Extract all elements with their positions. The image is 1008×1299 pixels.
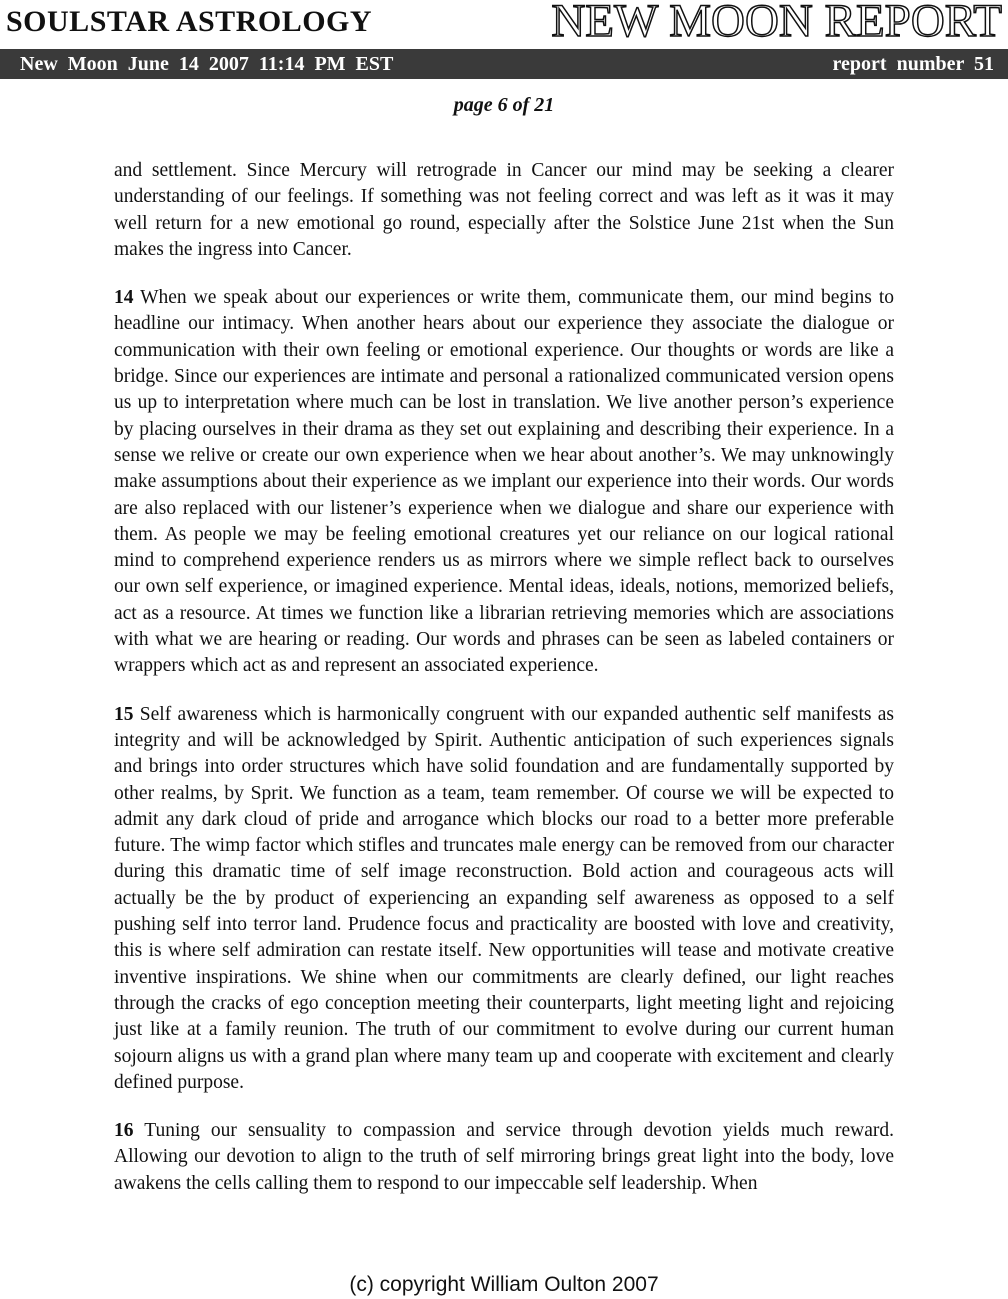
page-indicator: page 6 of 21: [453, 94, 555, 116]
paragraph-text: and settlement. Since Mercury will retrograde in Cancer our mind may be seeking a clearer understanding of our feelings. If something was not feeling correct and was left as it was it may well return for a new emotional go round, especially after the Solstice June 21st when the Sun makes the ingress into Cancer.: [114, 160, 894, 260]
paragraph-text: Self awareness which is harmonically congruent with our expanded authentic self manifests as integrity and will be acknowledged by Spirit. Authentic anticipation of such experiences signals and brings into order structures which have solid foundation and are fundamentally supported by other realms, by Sprit. We function as a team, team remember. Of course we will be expected to admit any dark cloud of pride and arrogance which blocks our road to a better more preferable future. The wimp factor which stifles and truncates male energy can be removed from our character during this dramatic time of self image reconstruction. Bold action and courageous acts will actually be the by product of experiencing an expanding self awareness as opposed to a self pushing self into terror land. Prudence focus and practicality are boosted with love and creativity, this is where self admiration can restate itself. New opportunities will tease and motivate creative inventive inspirations. We shine when our commitments are clearly defined, our light reaches through the cracks of ego conception meeting their counterparts, light meeting light and rejoicing just like at a family reunion. The truth of our commitment to evolve during our current human sojourn aligns us with a grand plan where many team up and cooperate with excitement and clearly defined purpose.: [114, 703, 895, 1093]
paragraph-continuation: [114, 158, 894, 263]
event-date: New Moon June 14 2007 11:14 PM EST: [20, 53, 394, 75]
report-number: report number 51: [832, 53, 994, 75]
header-band: [0, 49, 1008, 79]
paragraph-14: [114, 285, 894, 679]
paragraph-16: [114, 1118, 894, 1197]
brand-name: SOULSTAR ASTROLOGY: [6, 5, 373, 38]
report-title: NEW MOON REPORT: [551, 0, 1002, 47]
document-body: [114, 158, 894, 1219]
copyright-footer: (c) copyright William Oulton 2007: [349, 1273, 659, 1296]
paragraph-number: 14: [114, 287, 134, 309]
paragraph-text: Tuning our sensuality to compassion and service through devotion yields much reward. Allowing our devotion to align to the truth of self mirroring brings great light into the body, love awakens the cells calling them to respond to our impeccable self leadership. When: [114, 1120, 894, 1194]
paragraph-number: 15: [114, 703, 134, 725]
paragraph-text: When we speak about our experiences or write them, communicate them, our mind begins to headline our intimacy. When another hears about our experience they associate the dialogue or communication with their own feeling or emotional experience. Our thoughts or words are like a bridge. Since our experiences are intimate and personal a rationalized communicated version opens us up to interpretation where much can be lost in translation. We live another person’s experience by placing ourselves in their drama as they set out explaining and describing their experience. In a sense we relive or create our own experience when we hear about another’s. We may unknowingly make assumptions about their experience as we implant our experience into their words. Our words are also replaced with our listener’s experience when we dialogue and share our experience with them. As people we may be feeling emotional creatures yet our reliance on our logical rational mind to comprehend experience renders us as mirrors where we simple reflect back to ourselves our own self experience, or imagined experience. Mental ideas, ideals, notions, memorized beliefs, act as a resource. At times we function like a librarian retrieving memories which are associations with what we are hearing or reading. Our words and phrases can be seen as labeled containers or wrappers which act as and represent an associated experience.: [114, 287, 894, 677]
paragraph-number: 16: [114, 1120, 134, 1142]
paragraph-15: [114, 702, 894, 1096]
